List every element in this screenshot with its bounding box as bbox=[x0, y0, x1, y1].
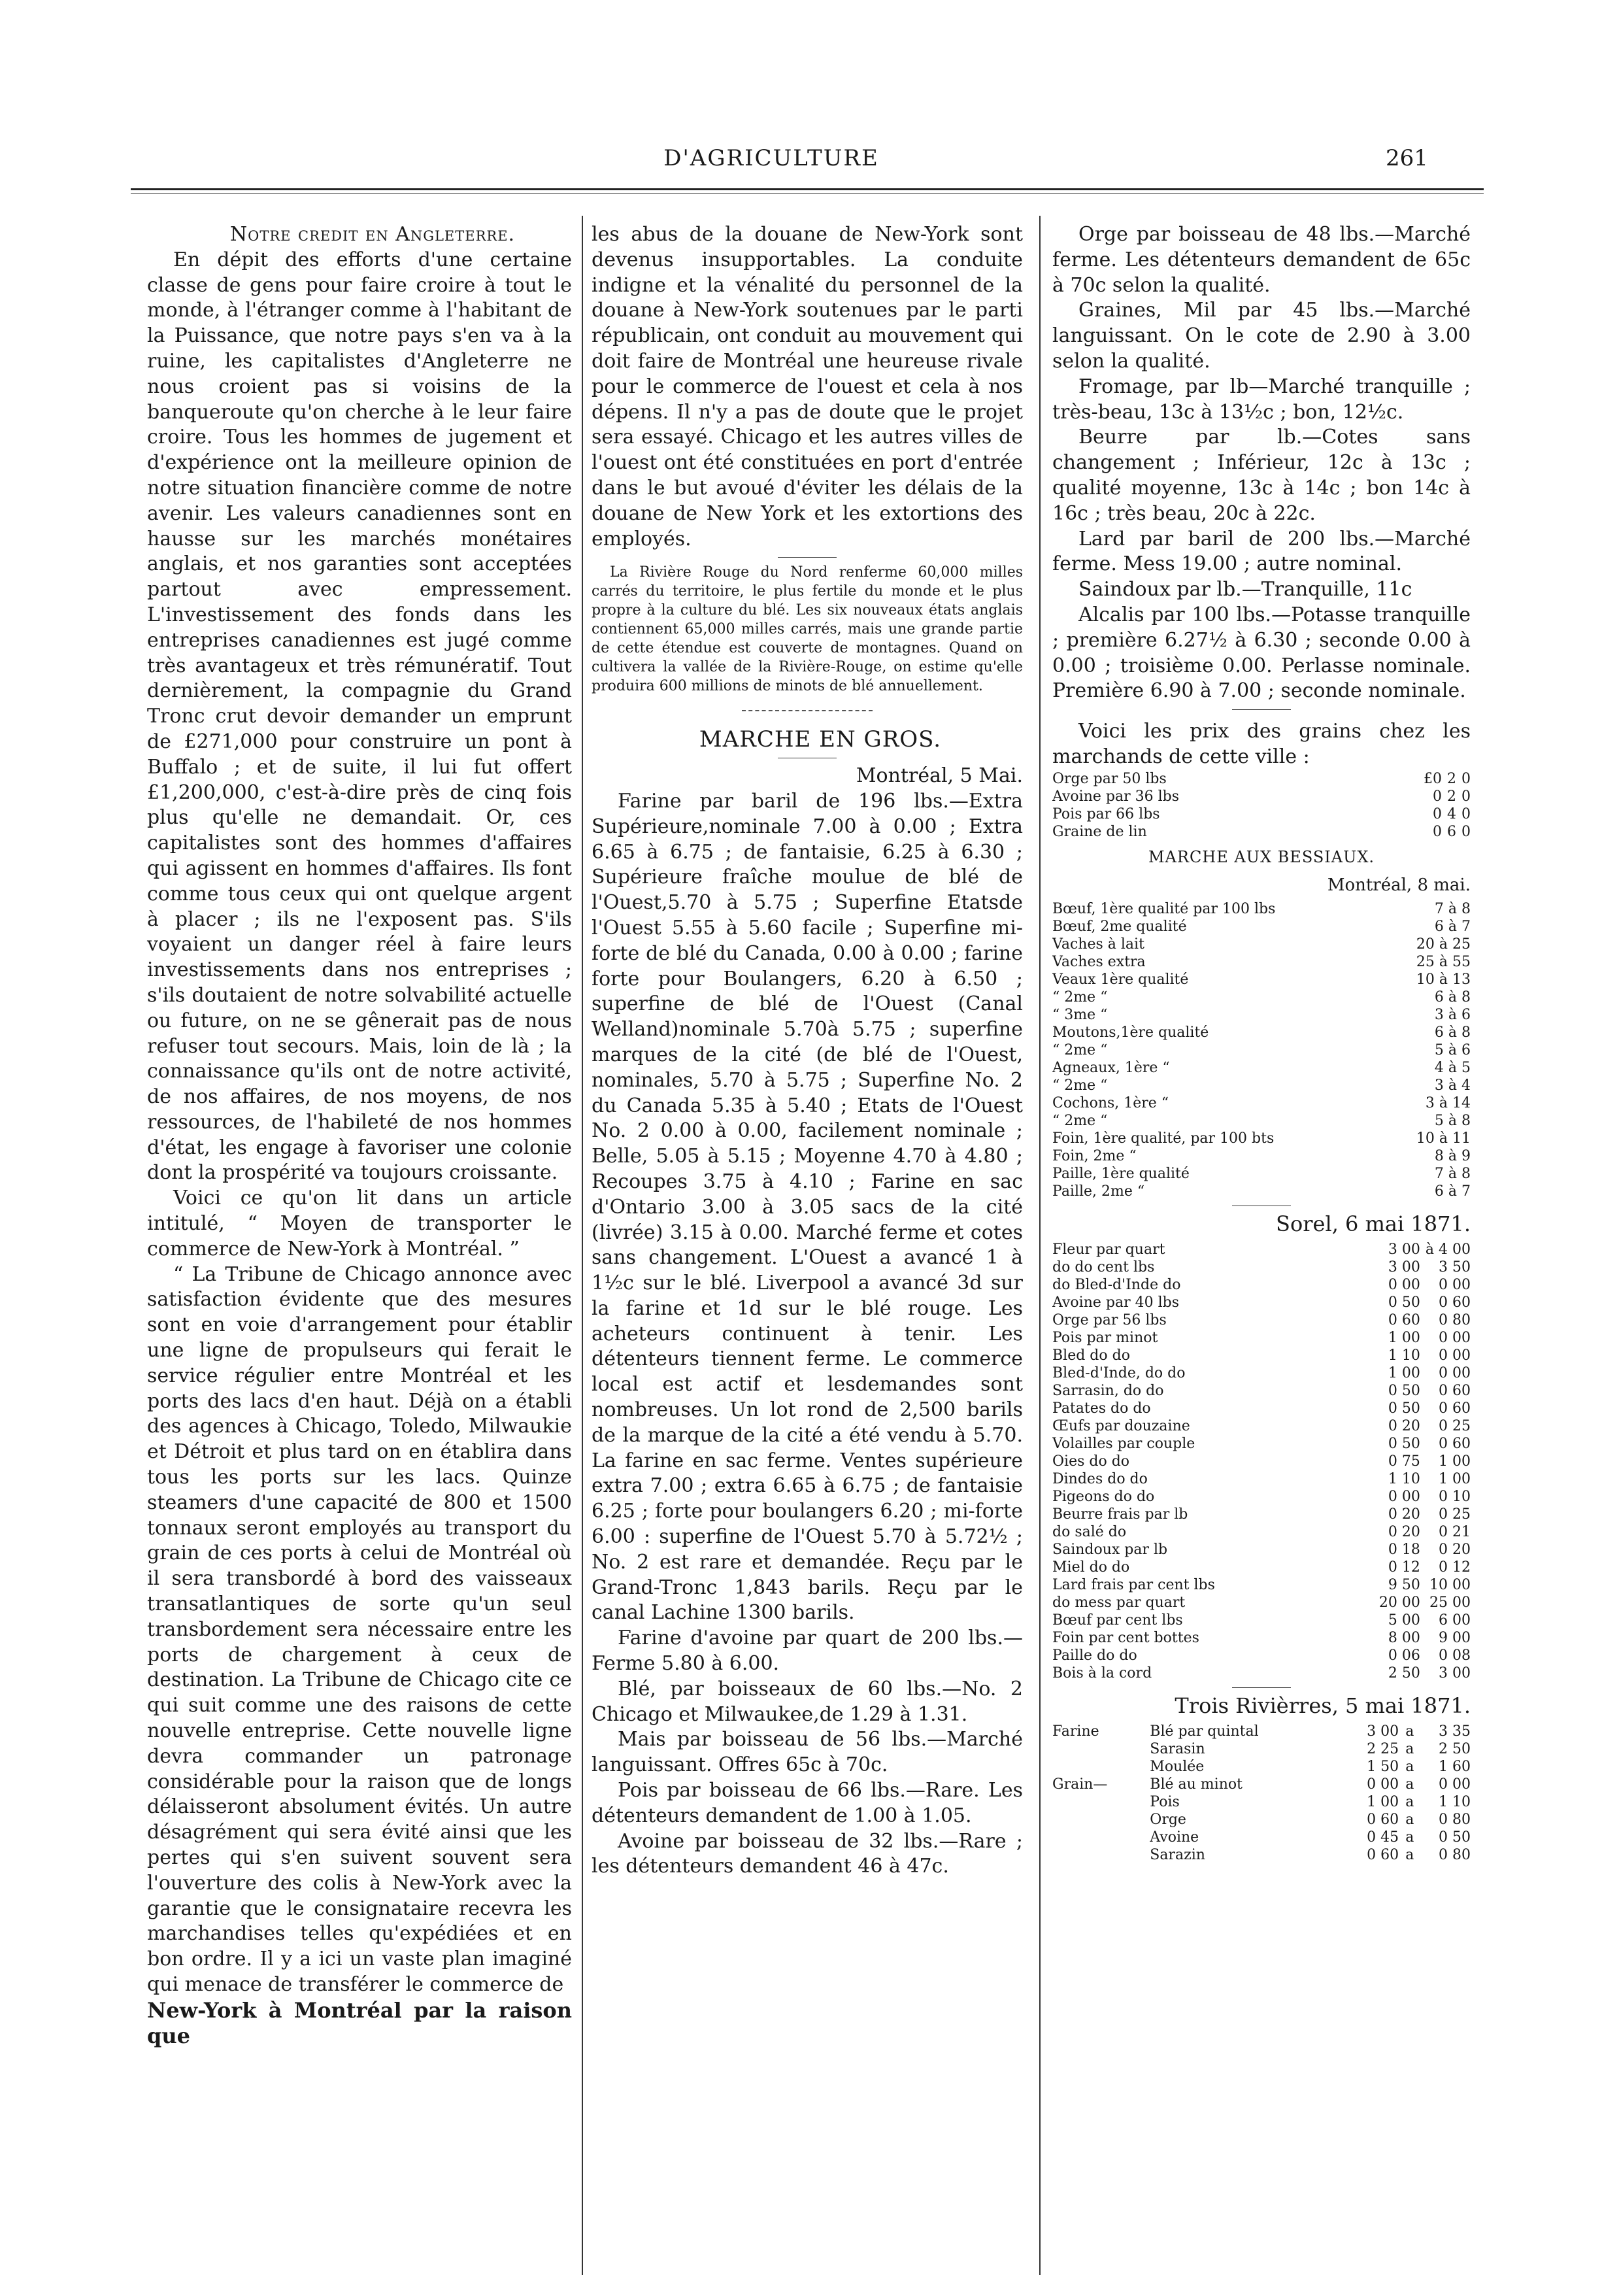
column-1 bbox=[147, 222, 572, 2048]
table-row bbox=[1052, 1130, 1471, 1147]
row-label: “ 2me “ bbox=[1052, 1077, 1108, 1094]
cell: 8 à 9 bbox=[1434, 1148, 1471, 1165]
cell: 0 60 bbox=[1439, 1383, 1471, 1400]
cell: 4 à 5 bbox=[1434, 1060, 1471, 1077]
separator bbox=[1232, 709, 1291, 710]
cell: 0 20 bbox=[1388, 1524, 1420, 1541]
row-label: Volailles par couple bbox=[1052, 1436, 1195, 1453]
cell: 0 50 bbox=[1388, 1294, 1420, 1311]
row-label: Orge par 50 lbs bbox=[1052, 770, 1167, 787]
note-block bbox=[592, 563, 1023, 696]
cell: a bbox=[1405, 1829, 1414, 1846]
cell: 0 50 bbox=[1388, 1436, 1420, 1453]
cell: 0 00 bbox=[1439, 1347, 1471, 1364]
grains-table bbox=[1052, 770, 1471, 841]
row-label: Sarrasin, do do bbox=[1052, 1383, 1164, 1400]
table-row bbox=[1052, 971, 1471, 988]
cell: Blé par quintal bbox=[1150, 1723, 1259, 1740]
market-paragraph: Avoine par boisseau de 32 lbs.—Rare ; les détenteurs demandent 46 à 47c. bbox=[592, 1829, 1023, 1878]
cell: 6 à 8 bbox=[1434, 989, 1471, 1006]
table-row bbox=[1052, 953, 1471, 971]
row-label: Foin, 1ère qualité, par 100 bts bbox=[1052, 1130, 1275, 1147]
row-label: Beurre frais par lb bbox=[1052, 1506, 1188, 1523]
trois-rivieres-table bbox=[1052, 1723, 1471, 1864]
table-row bbox=[1052, 1453, 1471, 1470]
row-label: Avoine par 36 lbs bbox=[1052, 788, 1179, 805]
cell bbox=[1052, 1846, 1150, 1864]
row-label: Paille do do bbox=[1052, 1647, 1137, 1664]
cell: 10 00 bbox=[1429, 1577, 1471, 1594]
cell: a bbox=[1405, 1776, 1414, 1793]
cell: 0 bbox=[1461, 788, 1471, 805]
row-label: Lard frais par cent lbs bbox=[1052, 1577, 1215, 1594]
cell: 6 00 bbox=[1439, 1612, 1471, 1629]
cell: 7 à 8 bbox=[1434, 1166, 1471, 1183]
table-row bbox=[1052, 1793, 1471, 1811]
table-row bbox=[1052, 1664, 1471, 1682]
row-label: Patates do do bbox=[1052, 1400, 1151, 1417]
row-label: “ 2me “ bbox=[1052, 1113, 1108, 1130]
place-date: Montréal, 8 mai. bbox=[1327, 875, 1471, 895]
market-paragraph: Pois par boisseau de 66 lbs.—Rare. Les détenteurs demandent de 1.00 à 1.05. bbox=[592, 1779, 1023, 1827]
cell: a bbox=[1405, 1846, 1414, 1863]
table-row bbox=[1052, 1276, 1471, 1294]
separator bbox=[778, 557, 837, 558]
cell: 6 à 7 bbox=[1434, 919, 1471, 936]
paragraph: les abus de la douane de New-York sont devenus insupportables. La conduite indigne et la vénalité du personnel de la douane à New-York soutenues par le parti républicain, ont conduit au mouvement qui doit faire de Montréal une heureuse rivale pour le commerce de l'ouest et cela à nos dépens. Il n'y a pas de doute que le projet sera essayé. Chicago et les autres villes de l'ouest ont été constituées en port d'entrée dans le but avoué d'éviter les délais de la douane de New York et les extortions des employés. bbox=[592, 223, 1023, 550]
table-row bbox=[1052, 918, 1471, 936]
market-paragraph: Farine d'avoine par quart de 200 lbs.—Ferme 5.80 à 6.00. bbox=[592, 1627, 1023, 1676]
row-label: “ 2me “ bbox=[1052, 989, 1108, 1006]
cell: 9 00 bbox=[1439, 1630, 1471, 1647]
cell bbox=[1052, 1811, 1150, 1829]
cell: 1 00 bbox=[1439, 1471, 1471, 1488]
market-paragraph: Blé, par boisseaux de 60 lbs.—No. 2 Chicago et Milwaukee,de 1.29 à 1.31. bbox=[592, 1677, 1023, 1726]
table-row bbox=[1052, 988, 1471, 1006]
cell: 0 50 bbox=[1439, 1829, 1471, 1846]
cell: 0 60 bbox=[1388, 1312, 1420, 1329]
cell: 4 bbox=[1447, 805, 1456, 822]
cell: 10 à 13 bbox=[1416, 971, 1471, 988]
table-row bbox=[1052, 1364, 1471, 1382]
row-label: Bois à la cord bbox=[1052, 1665, 1152, 1682]
table-row bbox=[1052, 1059, 1471, 1077]
place-date: Trois Rivièrres, 5 mai 1871. bbox=[1175, 1693, 1471, 1719]
row-label: Bœuf, 1ère qualité par 100 lbs bbox=[1052, 901, 1276, 918]
separator bbox=[1232, 1687, 1291, 1688]
cell: a bbox=[1405, 1811, 1414, 1828]
row-label: Saindoux par lb bbox=[1052, 1542, 1168, 1559]
section-title: MARCHE EN GROS. bbox=[699, 726, 942, 753]
cell: 0 bbox=[1433, 788, 1442, 805]
cell bbox=[1052, 1829, 1150, 1846]
cell: 3 00 bbox=[1388, 1259, 1420, 1276]
cell: 25 00 bbox=[1429, 1595, 1471, 1612]
cell: 0 50 bbox=[1388, 1400, 1420, 1417]
header-rule bbox=[131, 188, 1484, 190]
table-row bbox=[1052, 1506, 1471, 1523]
table-row bbox=[1052, 1576, 1471, 1594]
row-label: Vaches à lait bbox=[1052, 936, 1144, 953]
table-row bbox=[1052, 1723, 1471, 1740]
table-row bbox=[1052, 1258, 1471, 1276]
table-row bbox=[1052, 1183, 1471, 1200]
cell: 0 60 bbox=[1367, 1846, 1399, 1863]
cell: 0 80 bbox=[1439, 1312, 1471, 1329]
cell: 0 60 bbox=[1367, 1811, 1399, 1828]
cell: 6 à 7 bbox=[1434, 1183, 1471, 1200]
table-row bbox=[1052, 1829, 1471, 1846]
row-label: Pois par minot bbox=[1052, 1330, 1158, 1347]
row-label: “ 3me “ bbox=[1052, 1007, 1108, 1024]
cell: 5 00 bbox=[1388, 1612, 1420, 1629]
table-row bbox=[1052, 1094, 1471, 1112]
cell: Blé au minot bbox=[1150, 1776, 1243, 1793]
table-row bbox=[1052, 1594, 1471, 1612]
market-paragraph: Saindoux par lb.—Tranquille, 11c bbox=[1078, 578, 1412, 601]
table-row bbox=[1052, 1400, 1471, 1417]
row-label: Bled-d'Inde, do do bbox=[1052, 1365, 1186, 1382]
article-heading: Notre credit en Angleterre. bbox=[229, 223, 516, 246]
row-label: Avoine par 40 lbs bbox=[1052, 1294, 1179, 1311]
row-label: Moutons,1ère qualité bbox=[1052, 1024, 1209, 1041]
column-divider-left bbox=[582, 216, 583, 2275]
cell: a bbox=[1405, 1723, 1414, 1740]
cell: 1 00 bbox=[1388, 1365, 1420, 1382]
row-label: do salé do bbox=[1052, 1524, 1127, 1541]
section-title: MARCHE AUX BESSIAUX. bbox=[1148, 847, 1375, 866]
row-label: Fleur par quart bbox=[1052, 1241, 1165, 1258]
cell: 0 08 bbox=[1439, 1647, 1471, 1664]
cell: 0 25 bbox=[1439, 1418, 1471, 1435]
cell: 0 60 bbox=[1439, 1400, 1471, 1417]
cell: 0 bbox=[1433, 823, 1442, 840]
market-paragraph: Mais par boisseau de 56 lbs.—Marché languissant. Offres 65c à 70c. bbox=[592, 1728, 1023, 1777]
paragraph: “ La Tribune de Chicago annonce avec satisfaction évidente que des mesures sont en voie d'arrangement pour établir une ligne de propulseurs qui ferait le service régulier entre Montréal et les ports des lacs d'en haut. Déjà on a établi des agences à Chicago, Toledo, Milwaukie et Détroit et plus tard on en établira dans tous les ports sur les lacs. Quinze steamers d'une capacité de 800 et 1500 tonnaux seront employés au transport du grain de ces ports à celui de Montréal où il sera transbordé à bord des vaisseaux transatlantiques de sorte qu'un seul transbordement sera nécessaire entre les ports de chargement à ceux de destination. La Tribune de Chicago cite ce qui suit comme une des raisons de cette nouvelle entreprise. Cette nouvelle ligne devra commander un patronage considérable pour la raison que de longs délaisseront absolument évités. Un autre désagrément qui sera évité ainsi que les pertes qui s'en suivent souvent sera l'ouverture des colis à New-York avec la garantie que le consignataire recevra les marchandises telles qu'expédiées et en bon ordre. Il y a ici un vaste plan imaginé qui menace de transférer le commerce de bbox=[147, 1262, 572, 1996]
table-row bbox=[1052, 1612, 1471, 1629]
table-row bbox=[1052, 1776, 1471, 1793]
cell: Sarasin bbox=[1150, 1740, 1205, 1757]
note-paragraph: La Rivière Rouge du Nord renferme 60,000 milles carrés du territoire, le plus fertile du monde et le plus propre à la culture du blé. Les six nouveaux états anglais contiennent 65,000 milles carrés, mais une grande partie de cette étendue est couverte de montagnes. Quand on cultivera la vallée de la Rivière-Rouge, on estime qu'elle produira 600 millions de minots de blé annuellement. bbox=[592, 564, 1023, 695]
cell: 0 bbox=[1461, 823, 1471, 840]
cell: a bbox=[1405, 1740, 1414, 1757]
paragraph-last-line: New-York à Montréal par la raison que bbox=[147, 1997, 572, 2048]
table-row bbox=[1052, 788, 1471, 805]
cell: 20 00 bbox=[1378, 1595, 1420, 1612]
place-date: Sorel, 6 mai 1871. bbox=[1276, 1211, 1471, 1237]
cell: 2 25 bbox=[1367, 1740, 1399, 1757]
cell: 3 00 bbox=[1439, 1665, 1471, 1682]
cell: 1 10 bbox=[1439, 1793, 1471, 1810]
cell: 0 00 bbox=[1439, 1365, 1471, 1382]
page-number: 261 bbox=[1386, 145, 1428, 171]
cell: 3 35 bbox=[1439, 1723, 1471, 1740]
table-row bbox=[1052, 1470, 1471, 1488]
cell: 0 00 bbox=[1388, 1489, 1420, 1506]
table-row bbox=[1052, 1488, 1471, 1506]
cell: 0 25 bbox=[1439, 1506, 1471, 1523]
row-label: Oies do do bbox=[1052, 1453, 1130, 1470]
cell: 3 à 6 bbox=[1434, 1007, 1471, 1024]
row-label: Agneaux, 1ère “ bbox=[1052, 1060, 1170, 1077]
cell: 2 50 bbox=[1439, 1740, 1471, 1757]
section-separator bbox=[742, 710, 873, 711]
cell: 0 00 bbox=[1439, 1277, 1471, 1294]
row-label: do do cent lbs bbox=[1052, 1259, 1155, 1276]
row-label: Foin par cent bottes bbox=[1052, 1630, 1199, 1647]
row-label: Foin, 2me “ bbox=[1052, 1148, 1137, 1165]
cell: a bbox=[1405, 1758, 1414, 1775]
row-label: Bœuf par cent lbs bbox=[1052, 1612, 1183, 1629]
cell: 1 10 bbox=[1388, 1471, 1420, 1488]
table-row bbox=[1052, 1435, 1471, 1453]
cell: Moulée bbox=[1150, 1758, 1205, 1775]
cell: 0 00 bbox=[1388, 1277, 1420, 1294]
cell: a bbox=[1405, 1793, 1414, 1810]
cell: 0 00 bbox=[1439, 1776, 1471, 1793]
table-row bbox=[1052, 1559, 1471, 1576]
table-row bbox=[1052, 1077, 1471, 1094]
table-row bbox=[1052, 805, 1471, 823]
row-label: “ 2me “ bbox=[1052, 1042, 1108, 1059]
row-label: Bœuf, 2me qualité bbox=[1052, 919, 1187, 936]
table-row bbox=[1052, 1006, 1471, 1024]
table-row bbox=[1052, 1541, 1471, 1559]
row-label: Œufs par douzaine bbox=[1052, 1418, 1190, 1435]
market-paragraph: Alcalis par 100 lbs.—Potasse tranquille ; première 6.27½ à 6.30 ; seconde 0.00 à 0.00 ; troisième 0.00. Perlasse nominale. Première 6.90 à 7.00 ; seconde nominale. bbox=[1052, 603, 1471, 703]
column-3 bbox=[1052, 222, 1471, 1864]
cell: Avoine bbox=[1150, 1829, 1199, 1846]
sorel-table bbox=[1052, 1241, 1471, 1682]
cell: 0 80 bbox=[1439, 1811, 1471, 1828]
paragraph: Voici ce qu'on lit dans un article intitulé, “ Moyen de transporter le commerce de New-York à Montréal. ” bbox=[147, 1187, 572, 1260]
cell bbox=[1052, 1758, 1150, 1776]
cell: Sarazin bbox=[1150, 1846, 1205, 1863]
row-label: do Bled-d'Inde do bbox=[1052, 1277, 1181, 1294]
cell: 0 21 bbox=[1439, 1524, 1471, 1541]
cell: £0 bbox=[1424, 770, 1442, 787]
cell: 6 à 8 bbox=[1434, 1024, 1471, 1041]
table-row bbox=[1052, 1041, 1471, 1059]
column-divider-right bbox=[1039, 216, 1041, 2275]
row-label: Pigeons do do bbox=[1052, 1489, 1155, 1506]
cell: 1 00 bbox=[1439, 1453, 1471, 1470]
cell: 9 50 bbox=[1388, 1577, 1420, 1594]
grains-intro: Voici les prix des grains chez les marchands de cette ville : bbox=[1052, 720, 1471, 768]
cell: Orge bbox=[1150, 1811, 1186, 1828]
table-row bbox=[1052, 1241, 1471, 1258]
cell: 10 à 11 bbox=[1416, 1130, 1471, 1147]
page-title: D'AGRICULTURE bbox=[663, 145, 879, 171]
table-row bbox=[1052, 1740, 1471, 1758]
cell: 20 à 25 bbox=[1416, 936, 1471, 953]
market-paragraph: Graines, Mil par 45 lbs.—Marché languissant. On le cote de 2.90 à 3.00 selon la qualité. bbox=[1052, 299, 1471, 373]
table-row bbox=[1052, 1112, 1471, 1130]
row-label: Cochons, 1ère “ bbox=[1052, 1095, 1169, 1112]
cell: 0 bbox=[1461, 770, 1471, 787]
cell: 0 75 bbox=[1388, 1453, 1420, 1470]
cell: 1 10 bbox=[1388, 1347, 1420, 1364]
cell: 7 à 8 bbox=[1434, 901, 1471, 918]
column-2 bbox=[592, 222, 1023, 1880]
table-row bbox=[1052, 1523, 1471, 1541]
cell bbox=[1052, 1793, 1150, 1811]
cell: Farine bbox=[1052, 1723, 1099, 1740]
row-label: Vaches extra bbox=[1052, 954, 1146, 971]
cell: 0 60 bbox=[1439, 1436, 1471, 1453]
cell: 5 à 6 bbox=[1434, 1042, 1471, 1059]
table-row bbox=[1052, 1382, 1471, 1400]
row-label: Veaux 1ère qualité bbox=[1052, 971, 1189, 988]
cell: 0 06 bbox=[1388, 1647, 1420, 1664]
cell: 8 00 bbox=[1388, 1630, 1420, 1647]
cell: 0 20 bbox=[1388, 1506, 1420, 1523]
row-label: Dindes do do bbox=[1052, 1471, 1148, 1488]
table-row bbox=[1052, 1647, 1471, 1664]
table-row bbox=[1052, 823, 1471, 841]
row-label: Bled do do bbox=[1052, 1347, 1130, 1364]
cell: Grain— bbox=[1052, 1776, 1108, 1793]
table-row bbox=[1052, 1165, 1471, 1183]
cell: 1 00 bbox=[1367, 1793, 1399, 1810]
row-label: Graine de lin bbox=[1052, 823, 1147, 840]
cell: 0 20 bbox=[1439, 1542, 1471, 1559]
cell: 0 12 bbox=[1388, 1559, 1420, 1576]
cell: 1 00 bbox=[1388, 1330, 1420, 1347]
cell: 0 bbox=[1461, 805, 1471, 822]
cell: 5 à 8 bbox=[1434, 1113, 1471, 1130]
cell: 0 20 bbox=[1388, 1418, 1420, 1435]
cell: 0 12 bbox=[1439, 1559, 1471, 1576]
row-label: Orge par 56 lbs bbox=[1052, 1312, 1167, 1329]
cell: 2 bbox=[1447, 788, 1456, 805]
cell: 1 50 bbox=[1367, 1758, 1399, 1775]
cell: 3 50 bbox=[1439, 1259, 1471, 1276]
table-row bbox=[1052, 1846, 1471, 1864]
market-paragraph: Beurre par lb.—Cotes sans changement ; Inférieur, 12c à 13c ; qualité moyenne, 13c à 14c ; bon 14c à 16c ; très beau, 20c à 22c. bbox=[1052, 426, 1471, 525]
cell: 25 à 55 bbox=[1416, 954, 1471, 971]
table-row bbox=[1052, 1811, 1471, 1829]
table-row bbox=[1052, 1347, 1471, 1364]
cell: Pois bbox=[1150, 1793, 1180, 1810]
cell: 3 à 14 bbox=[1425, 1095, 1471, 1112]
table-row bbox=[1052, 1629, 1471, 1647]
cell: 0 45 bbox=[1367, 1829, 1399, 1846]
market-paragraph: Orge par boisseau de 48 lbs.—Marché ferme. Les détenteurs demandent de 65c à 70c selon la qualité. bbox=[1052, 223, 1471, 297]
cell: 0 80 bbox=[1439, 1846, 1471, 1863]
paragraph: En dépit des efforts d'une certaine classe de gens pour faire croire à tout le monde, à l'étranger comme à l'habitant de la Puissance, que notre pays s'en va à la ruine, les capitalistes d'Angleterre ne nous croient pas si voisins de la banqueroute qu'on cherche à le leur faire croire. Tous les hommes de jugement et d'expérience ont la meilleure opinion de notre situation financière comme de notre avenir. Les valeurs canadiennes sont en hausse sur les marchés monétaires anglais, et nos garanties sont acceptées partout avec empressement. L'investissement des fonds dans les entreprises canadiennes est jugé comme très avantageux et très rémunératif. Tout dernièrement, la compagnie du Grand Tronc crut devoir demander un emprunt de £271,000 pour construire un pont à Buffalo ; et de suite, il lui fut offert £1,200,000, c'est-à-dire près de cinq fois plus qu'elle ne demandait. Or, ces capitalistes sont des hommes d'affaires qui agissent en hommes d'affaires. Ils font comme tous ceux qui ont quelque argent à placer ; ils ne l'exposent pas. S'ils voyaient un danger réel à faire leurs investissements dans nos entreprises ; s'ils doutaient de notre solvabilité actuelle ou future, on ne se gênerait pas de nous refuser tout secours. Mais, loin de là ; la connaissance qu'ils ont de notre activité, de nos affaires, de nos moyens, de nos ressources, de l'habileté de nos hommes d'état, les engage à favoriser une colonie dont la prospérité va toujours croissante. bbox=[147, 248, 572, 1185]
cell: 3 à 4 bbox=[1434, 1077, 1471, 1094]
cell: 0 50 bbox=[1388, 1383, 1420, 1400]
row-label: do mess par quart bbox=[1052, 1595, 1186, 1612]
table-row bbox=[1052, 1758, 1471, 1776]
cell bbox=[1052, 1740, 1150, 1758]
cell: 2 50 bbox=[1388, 1665, 1420, 1682]
row-label: Miel do do bbox=[1052, 1559, 1130, 1576]
cell: à 4 00 bbox=[1425, 1241, 1471, 1258]
table-row bbox=[1052, 936, 1471, 953]
market-paragraph: Farine par baril de 196 lbs.—Extra Supérieure,nominale 7.00 à 0.00 ; Extra 6.65 à 6.75 ; de fantaisie, 6.25 à 6.30 ; Supérieure fraîche moulue de blé de l'Ouest,5.70 à 5.75 ; Superfine Etatsde l'Ouest 5.55 à 5.60 facile ; Superfine mi-forte de blé du Canada, 0.00 à 0.00 ; farine forte pour Boulangers, 6.20 à 6.50 ; superfine de blé de l'Ouest (Canal Welland)nominale 5.70à 5.75 ; superfine marques de la cité (de blé de l'Ouest, nominales, 5.70 à 5.75 ; Superfine No. 2 du Canada 5.35 à 5.40 ; Etats de l'Ouest No. 2 0.00 à 0.00, facilement nominale ; Belle, 5.05 à 5.15 ; Moyenne 4.70 à 4.80 ; Recoupes 3.75 à 4.10 ; Farine en sac d'Ontario 3.00 à 3.05 sacs de la cité (livrée) 3.15 à 0.00. Marché ferme et cotes sans changement. L'Ouest a avancé 1 à 1½c sur le blé. Liverpool a avancé 3d sur la farine et 1d sur le blé rouge. Les acheteurs continuent à tenir. Les détenteurs tiennent ferme. Le commerce local est actif et lesdemandes sont nombreuses. Un lot rond de 2,500 barils de la marque de la cité a été vendu à 5.70. La farine en sac ferme. Ventes supérieure extra 7.00 ; extra 6.65 à 6.75 ; de fantaisie 6.25 ; forte pour boulangers 6.20 ; mi-forte 6.00 : superfine de l'Ouest 5.70 à 5.72½ ; No. 2 est rare et demandée. Reçu par le Grand-Tronc 1,843 barils. Reçu par le canal Lachine 1300 barils. bbox=[592, 789, 1023, 1625]
table-row bbox=[1052, 1024, 1471, 1041]
table-row bbox=[1052, 1147, 1471, 1165]
cattle-table bbox=[1052, 900, 1471, 1200]
place-date: Montréal, 5 Mai. bbox=[856, 764, 1023, 788]
table-row bbox=[1052, 1294, 1471, 1311]
cell: 3 00 bbox=[1367, 1723, 1399, 1740]
table-row bbox=[1052, 770, 1471, 788]
table-row bbox=[1052, 1329, 1471, 1347]
cell: 3 00 bbox=[1388, 1241, 1420, 1258]
market-paragraph: Fromage, par lb—Marché tranquille ; très-beau, 13c à 13½c ; bon, 12½c. bbox=[1052, 375, 1471, 424]
table-row bbox=[1052, 1311, 1471, 1329]
cell: 0 bbox=[1433, 805, 1442, 822]
cell: 2 bbox=[1447, 770, 1456, 787]
cell: 0 18 bbox=[1388, 1542, 1420, 1559]
row-label: Paille, 1ère qualité bbox=[1052, 1166, 1190, 1183]
table-row bbox=[1052, 900, 1471, 918]
market-paragraph: Lard par baril de 200 lbs.—Marché ferme. Mess 19.00 ; autre nominal. bbox=[1052, 527, 1471, 576]
row-label: Paille, 2me “ bbox=[1052, 1183, 1145, 1200]
cell: 0 00 bbox=[1367, 1776, 1399, 1793]
table-row bbox=[1052, 1417, 1471, 1435]
cell: 1 60 bbox=[1439, 1758, 1471, 1775]
cell: 0 60 bbox=[1439, 1294, 1471, 1311]
row-label: Pois par 66 lbs bbox=[1052, 805, 1160, 822]
cell: 0 10 bbox=[1439, 1489, 1471, 1506]
cell: 6 bbox=[1447, 823, 1456, 840]
cell: 0 00 bbox=[1439, 1330, 1471, 1347]
